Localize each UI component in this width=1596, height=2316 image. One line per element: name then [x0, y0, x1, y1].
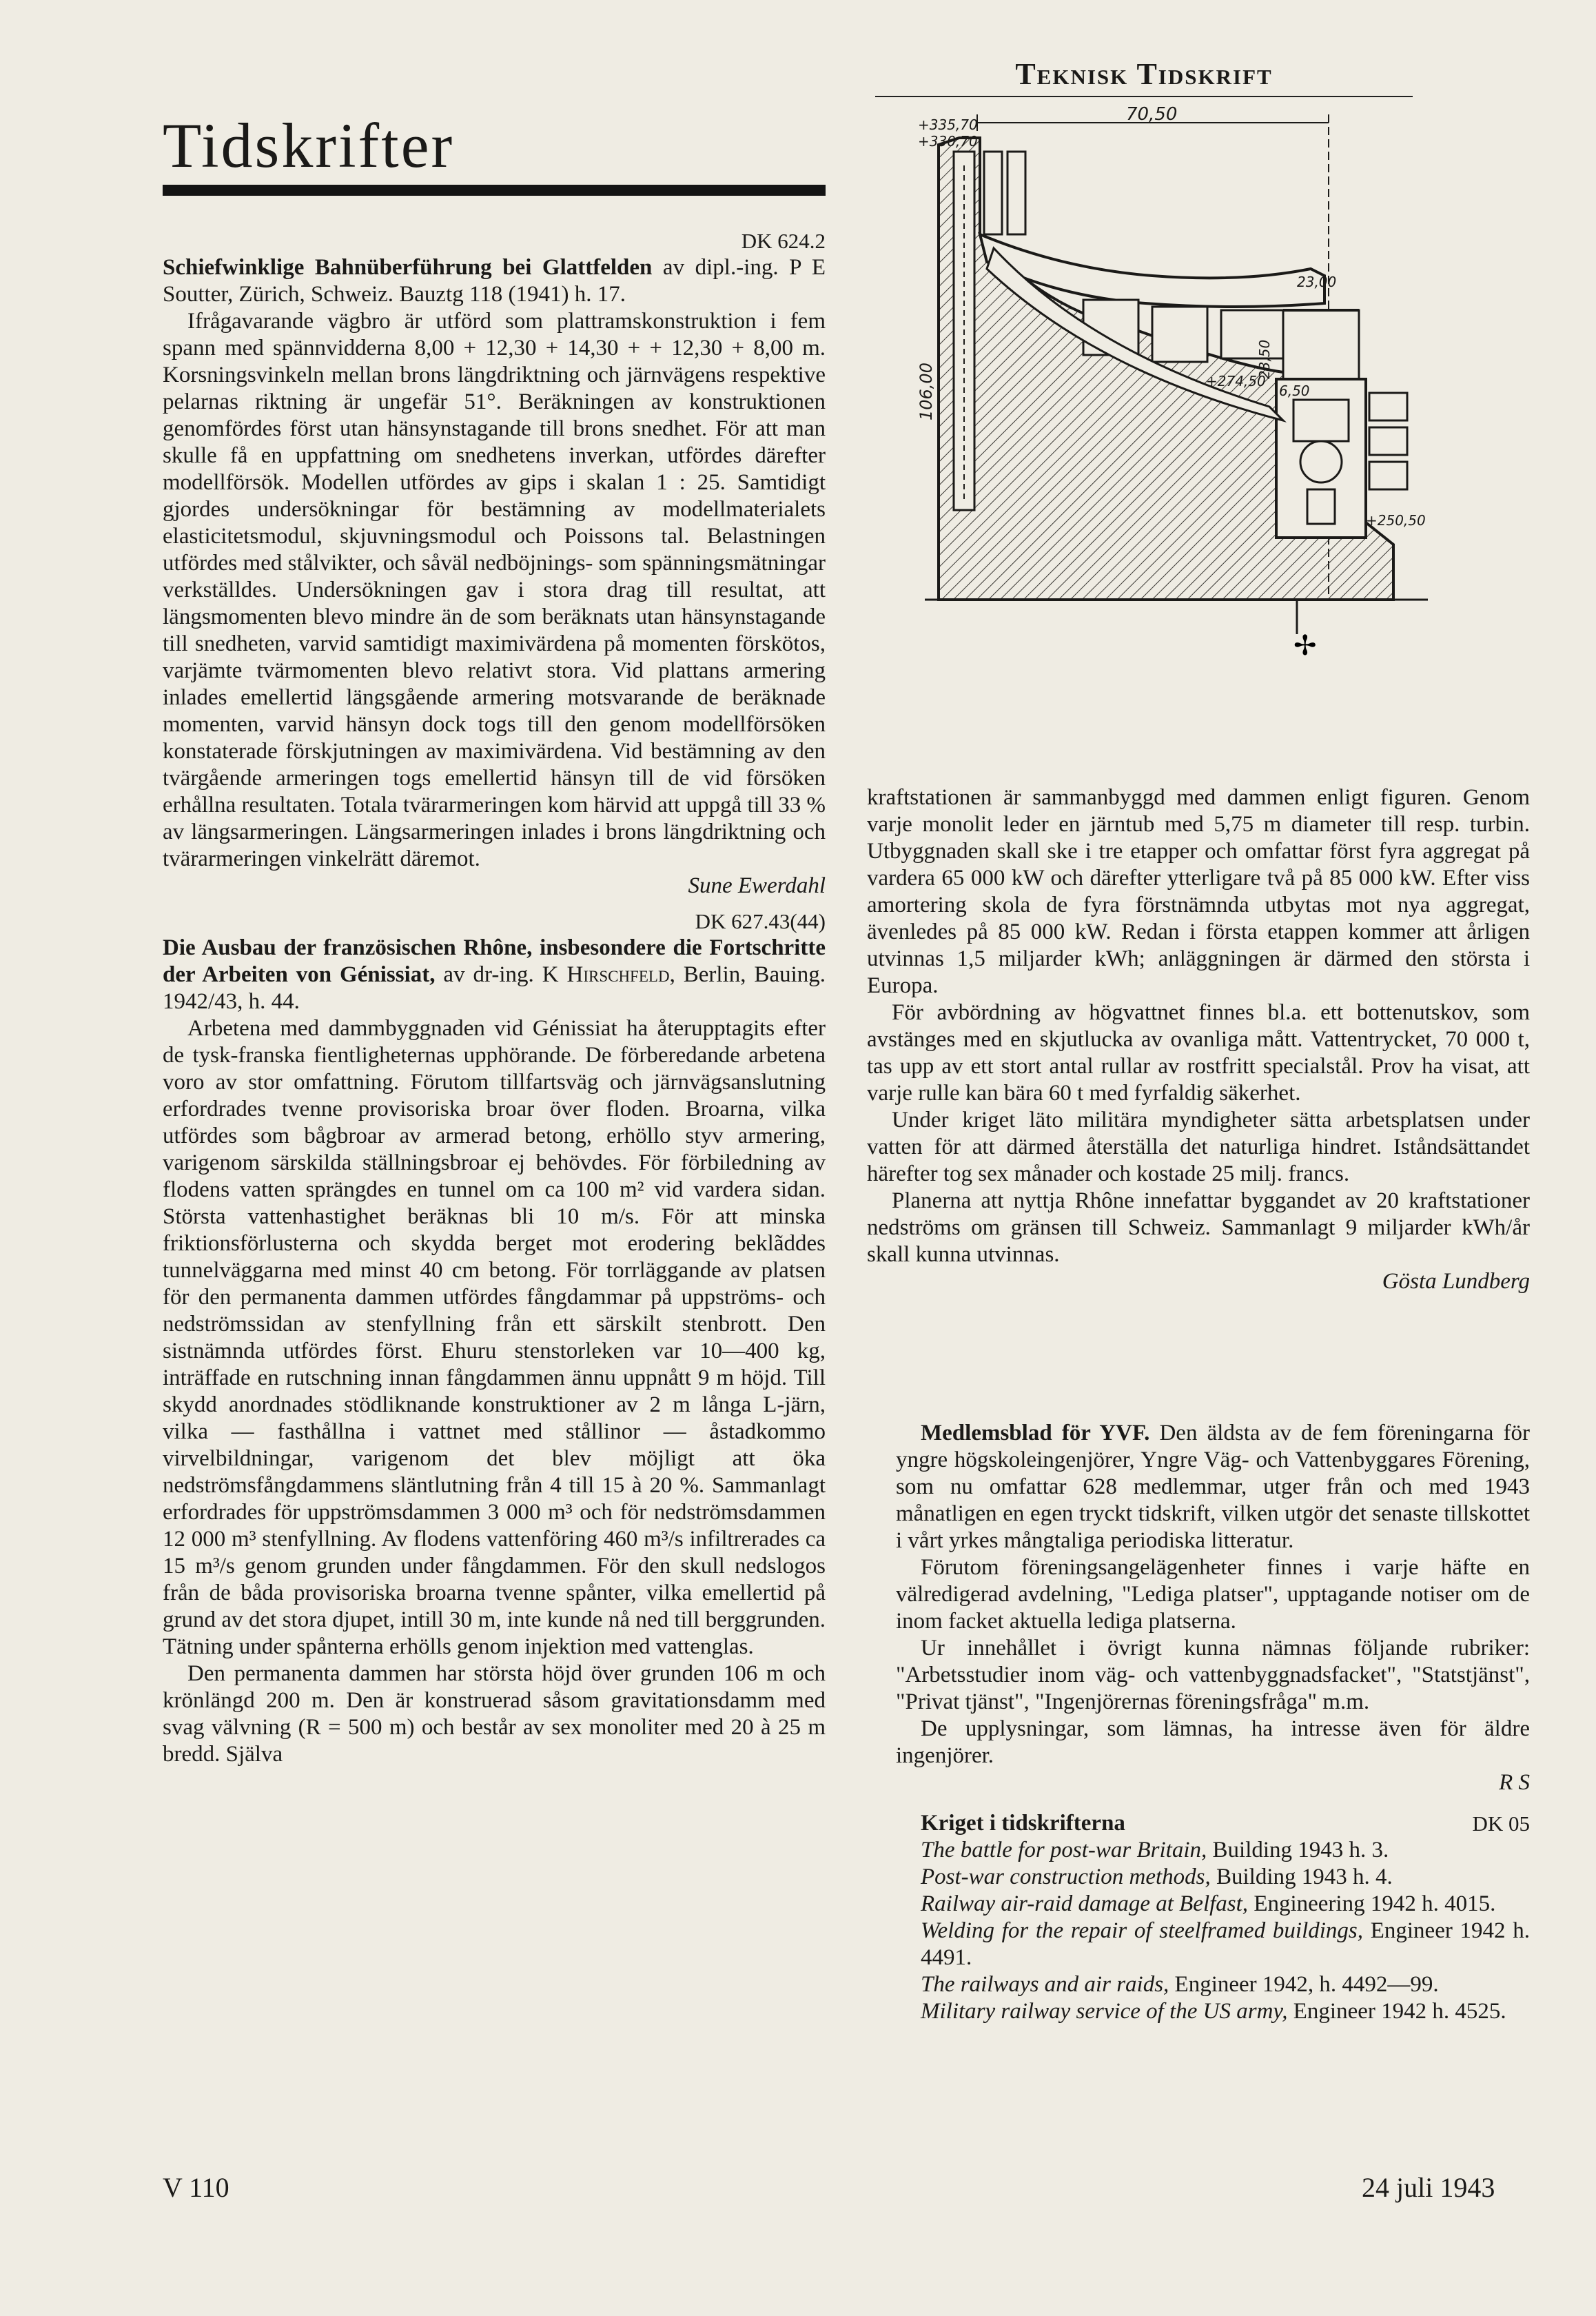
list-item-title: Railway air-raid damage at Belfast,: [921, 1891, 1249, 1916]
drawing-label-27450: +274,50: [1206, 373, 1266, 389]
article1-heading: [163, 254, 826, 308]
issue-date: 24 juli 1943: [1362, 2172, 1495, 2203]
list-item-source: Engineering 1942 h. 4015.: [1248, 1891, 1496, 1916]
article2-continuation-1: kraftstationen är sammanbyggd med dammen enligt figuren. Genom varje monolit leder en järntub med 5,75 m diameter till resp. turbin. Utbyggnaden skall ske i tre etapper och omfattar först fyra aggregat på vardera 65 000 kW och därefter ytterligare två på 85 000 kW. Efter viss amortering skola de fyra förstnämnda utbytas mot nya aggregat, ävenledes på 85 000 kW. Redan i första etappen kommer att årligen utvinnas 1,5 miljarder kWh; anläggningen är därmed den största i Europa.: [867, 785, 1530, 998]
list-item-title: The battle for post-war Britain,: [921, 1838, 1207, 1862]
list-item: [896, 1998, 1530, 2025]
article3-paragraph-1: [896, 1420, 1530, 1554]
article3-lead: Den äldsta av de fem föreningarna för yngre högskoleingenjörer, Yngre Väg- och Vattenbyggares Förening, som nu omfattar 628 medlemmar, utger från och med 1943 månatligen en egen tryckt tidskrift, vilken utgör det senaste tillskottet i vårt yrkes mångtaliga periodiska litteratur.: [896, 1421, 1530, 1553]
article2-source-post: , Berlin, Bauing. 1942/43, h. 44.: [163, 962, 826, 1014]
article1-source: av dipl.-ing. P E Soutter, Zürich, Schweiz. Bauztg 118 (1941) h. 17.: [163, 255, 826, 307]
article2-continuation-4: Planerna att nyttja Rhône innefattar byggandet av 20 kraftstationer nedströms om gränsen till Schweiz. Sammanlagt 9 miljarder kWh/år skall kunna utvinnas.: [867, 1188, 1530, 1267]
left-column: [163, 227, 826, 1768]
list-item-source: Building 1943 h. 4.: [1210, 1865, 1393, 1889]
drawing-label-2350: 23,50: [1256, 339, 1273, 379]
dam-cross-section-drawing: [911, 103, 1537, 751]
article2-continuation-3: Under kriget läto militära myndigheter sätta arbetsplatsen under vatten för att därmed återställa det naturliga hindret. Iståndsättandet härefter tog sex månader och kostade 25 milj. francs.: [867, 1108, 1530, 1186]
article2-continuation-2: För avbördning av högvattnet finnes bl.a. ett bottenutskov, som avstänges med en skjutlucka av ovanliga mått. Vattentrycket, 70 000 t, tas upp av ett stort antal rullar av rostfritt specialstål. Prov ha visat, att varje rulle kan bära 60 t med fyrfaldig säkerhet.: [867, 1000, 1530, 1106]
drawing-label-crest2: +330,70: [918, 133, 978, 150]
list-item-source: Building 1943 h. 3.: [1207, 1838, 1389, 1862]
list-item-source: Engineer 1942 h. 4491.: [921, 1918, 1530, 1970]
article3-signature: R S: [1499, 1770, 1530, 1795]
article3-paragraph-3: Ur innehållet i övrigt kunna nämnas följande rubriker: "Arbetsstudier inom väg- och vattenbyggnadsfacket", "Statstjänst", "Privat tjänst", "Ingenjörernas föreningsfråga" m.m.: [896, 1636, 1530, 1714]
article1-title: Schiefwinklige Bahnüberführung bei Glattfelden: [163, 255, 653, 280]
list-item-source: Engineer 1942 h. 4525.: [1287, 1999, 1506, 2024]
article4-heading: [896, 1810, 1530, 1837]
title-rule: [163, 185, 826, 196]
drawing-label-650: 6,50: [1279, 383, 1310, 399]
drawing-label-width: 70,50: [1126, 104, 1178, 125]
list-item: [896, 1837, 1530, 1864]
article1-body: Ifrågavarande vägbro är utförd som plattramskonstruktion i fem spann med spännvidderna 8,00 + 12,30 + 14,30 + + 12,30 + 8,00 m. Korsningsvinkeln mellan brons längdriktning och järnvägens respektive pelarnas riktning är ungefär 51°. Beräkningen av konstruktionen genomfördes först utan hänsynstagande till brons snedhet. För att man skulle få en uppfattning om snedhetens inverkan, utfördes därefter modellförsök. Modellen utfördes av gips i skalan 1 : 25. Samtidigt gjordes undersökningar för bestämning av modellmaterialets elasticitetsmodul, skjuvningsmodul och Poissons tal. Belastningen utfördes med stålvikter, och såväl nedböjnings- som spänningsmätningar verkställdes. Undersökningen gav i stora drag till resultat, att längsmomenten blevo mindre än de som beräknats utan hänsynstagande till snedheten, varvid samtidigt maximivärdena på momenten förskötos, varjämte tvärmomenten blevo relativt stora. Vid plattans armering inlades emellertid längsgående armering motsvarande de beräknade momenten, varvid hänsyn dock togs till den genom modellförsöken konstaterade förskjutningen av maximivärdena. Vid bestämning av den tvärgående armeringen togs emellertid hänsyn till de vid försöken erhållna resultaten. Totala tvärarmeringen kom härvid att uppgå till 33 % av längsarmeringen. Längsarmeringen inlades i brons längdriktning och tvärarmeringen vinkelrätt däremot.: [163, 309, 826, 871]
section-title: Tidskrifter: [163, 110, 455, 181]
grout-curtain-icon: ✢: [1293, 630, 1317, 662]
list-item: [896, 1918, 1530, 1971]
list-item-source: Engineer 1942, h. 4492—99.: [1169, 1972, 1439, 1997]
article2-paragraph-2: Den permanenta dammen har största höjd över grunden 106 m och krönlängd 200 m. Den är konstruerad såsom gravitationsdamm med svag välvning (R = 500 m) och består av sex monoliter med 20 à 25 m bredd. Själva: [163, 1661, 826, 1767]
page-number: V 110: [163, 2172, 229, 2203]
list-item-title: Welding for the repair of steelframed buildings,: [921, 1918, 1364, 1943]
article1-signature: Sune Ewerdahl: [688, 873, 826, 898]
right-column-bottom: [896, 1420, 1530, 2025]
article2-dk: DK 627.43(44): [695, 909, 826, 933]
article2-title: Die Ausbau der französischen Rhône, insbesondere die Fortschritte der Arbeiten von Génissiat,: [163, 935, 826, 987]
list-item: [896, 1891, 1530, 1918]
drawing-label-2300: 23,00: [1297, 274, 1337, 290]
article4-title: Kriget i tidskrifterna: [921, 1811, 1125, 1836]
article3-paragraph-2: Förutom föreningsangelägenheter finnes i varje häfte en välredigerad avdelning, "Lediga platser", upptagande notiser om de inom facket aktuella lediga platserna.: [896, 1555, 1530, 1634]
article2-source-pre: av dr-ing. K: [435, 962, 567, 987]
list-item-title: Post-war construction methods,: [921, 1865, 1211, 1889]
article2-author: Hirschfeld: [566, 962, 670, 987]
article3-paragraph-4: De upplysningar, som lämnas, ha intresse även för äldre ingenjörer.: [896, 1716, 1530, 1768]
drawing-label-height: 106,00: [917, 363, 936, 420]
masthead: Teknisk Tidskrift: [875, 57, 1413, 97]
article4-dk: DK 05: [1472, 1811, 1530, 1836]
article2-heading: [163, 935, 826, 1015]
list-item: [896, 1971, 1530, 1998]
list-item-title: The railways and air raids,: [921, 1972, 1169, 1997]
war-articles-list: [896, 1837, 1530, 2025]
article1-dk: DK 624.2: [741, 229, 826, 253]
drawing-label-bottom: +250,50: [1366, 512, 1426, 529]
list-item: [896, 1864, 1530, 1891]
article2-paragraph-1: Arbetena med dammbyggnaden vid Génissiat ha återupptagits efter de tysk-franska fientligheternas upphörande. De förberedande arbetena voro av stor omfattning. Förutom tillfartsväg och järnvägsanslutning erfordrades tvenne provisoriska broar över floden. Broarna, vilka utfördes som bågbroar av armerad betong, erhöllo styv armering, varigenom särskilda ställningsbroar ej behövdes. För förbiledning av flodens vatten sprängdes en tunnel om ca 100 m² vid vardera sidan. Största vattenhastighet beräknas bli 10 m/s. För att minska friktionsförlusterna och skydda berget mot erodering beklãddes tunnelväggarna med minst 40 cm betong. För torrläggande av platsen för den permanenta dammen utfördes fångdammar på uppströms- och nedströmssidan av stenfyllning från ett särskilt stenbrott. Den sistnämnda utfördes först. Ehuru stenstorleken var 10—400 kg, inträffade en rutschning innan fångdammen ännu uppnått 9 m höjd. Till skydd anordnades stödliknande konstruktioner av 2 m långa L-järn, vilka — fasthållna i vattnet med stållinor — åstadkommo virvelbildningar, varigenom det blev möjligt att öka nedströmsfångdammens släntlutning från 4 till 15 à 20 %. Sammanlagt erfordrades för uppströmsdammen 3 000 m³ och för nedströmsdammen 12 000 m³ stenfyllning. Av flodens vattenföring 460 m³/s infiltrerades ca 15 m³/s genom grunden under fångdammen. För den skull nedslogos från de båda provisoriska broarna tvenne spånter, vilka emellertid på grund av det stora djupet, intill 30 m, inte kunde nå ned till berggrunden. Tätning under spånterna erhölls genom injektion med vattenglas.: [163, 1016, 826, 1659]
article2-signature: Gösta Lundberg: [1382, 1269, 1530, 1294]
article3-title: Medlemsblad för YVF.: [921, 1421, 1150, 1445]
list-item-title: Military railway service of the US army,: [921, 1999, 1288, 2024]
drawing-label-crest1: +335,70: [918, 116, 978, 133]
right-column-top: [867, 784, 1530, 1295]
